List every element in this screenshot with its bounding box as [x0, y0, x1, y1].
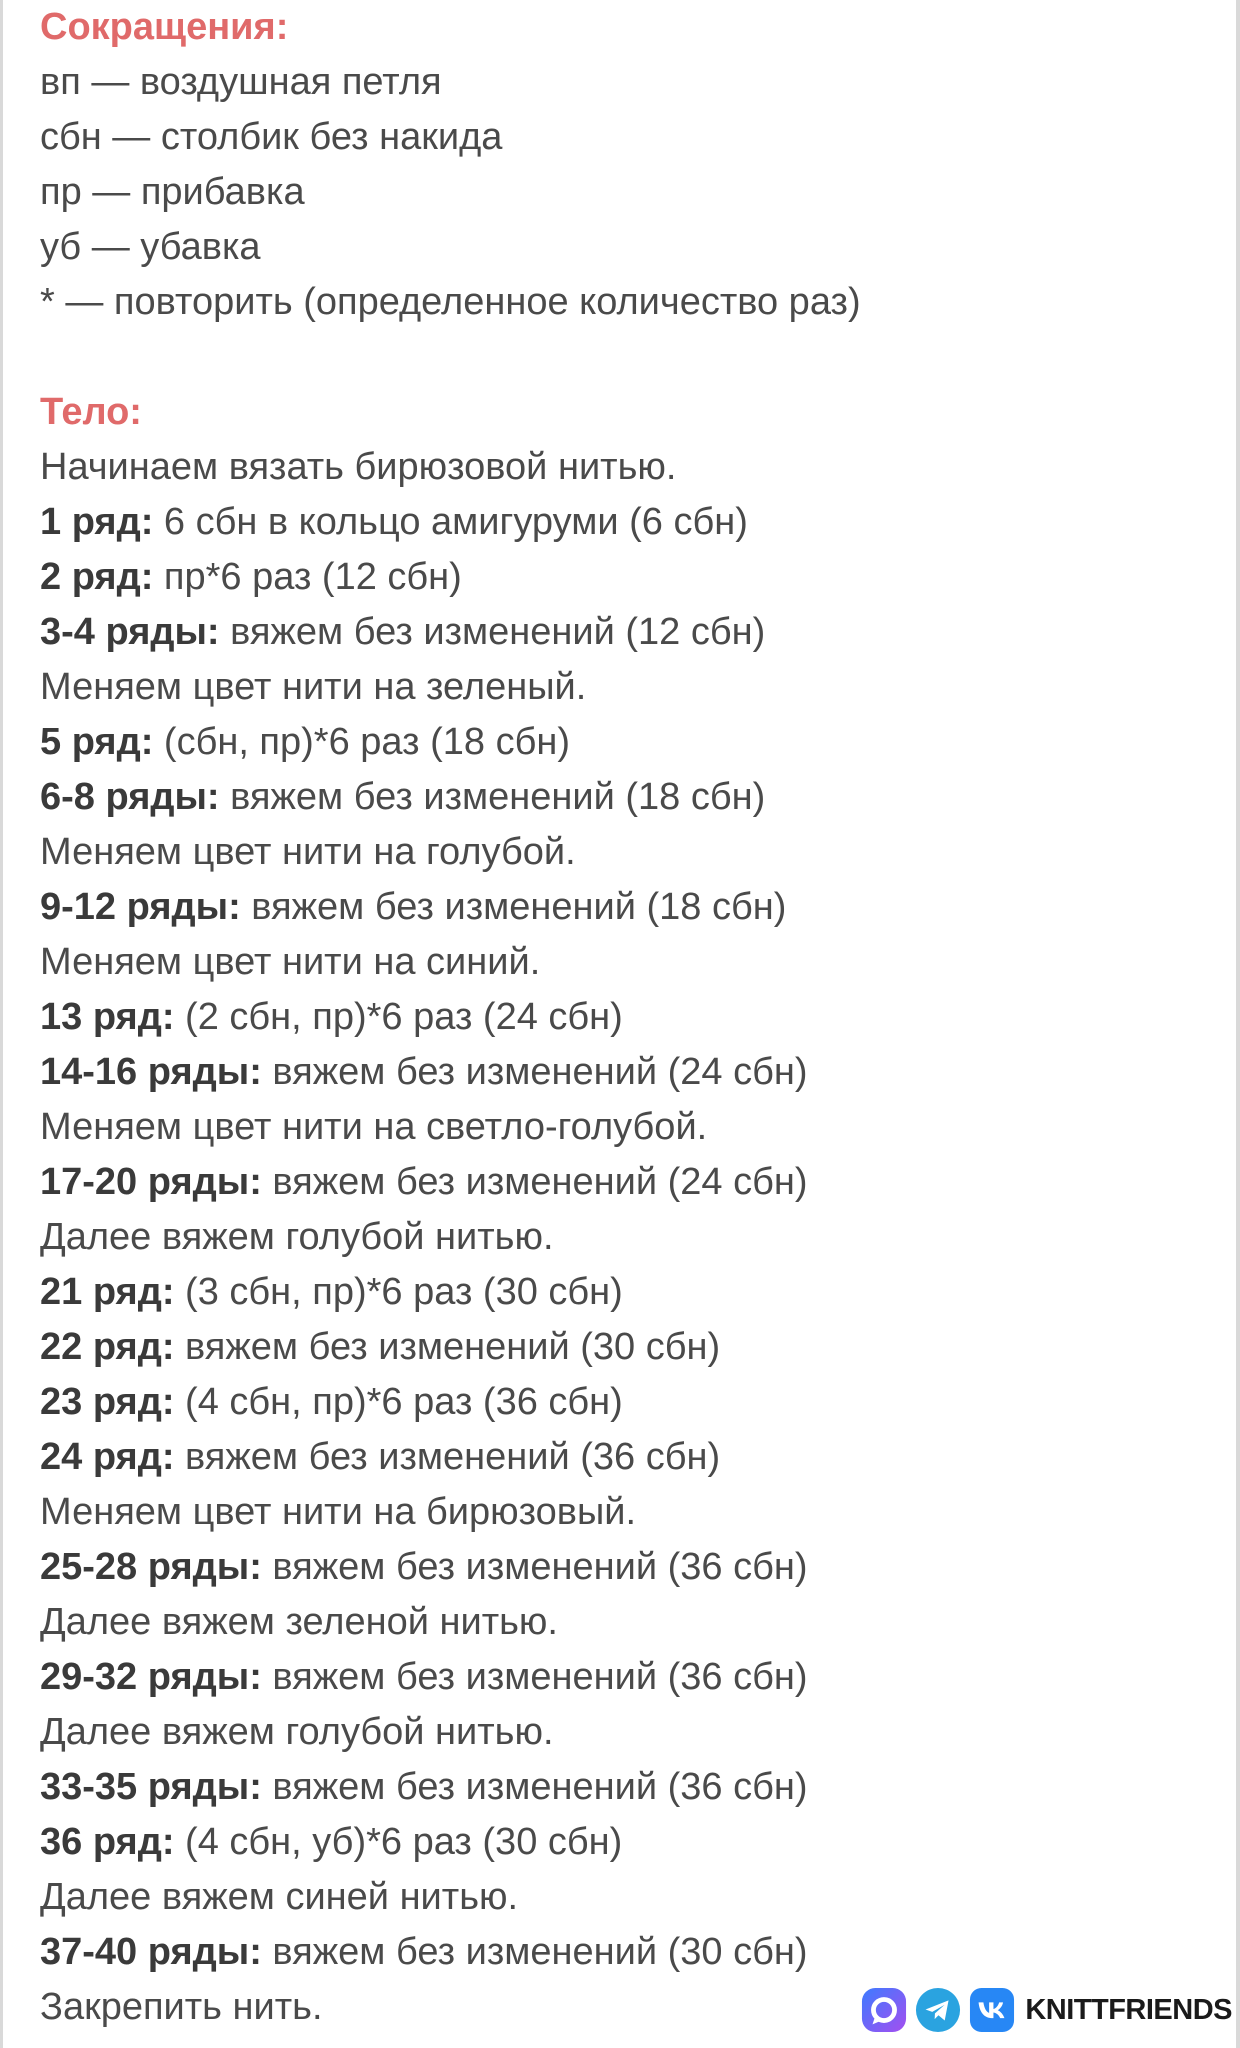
- section-gap: [40, 330, 1190, 385]
- row-text: пр*6 раз (12 сбн): [153, 556, 462, 598]
- row-text: Меняем цвет нити на синий.: [40, 941, 541, 983]
- row-text: (4 сбн, уб)*6 раз (30 сбн): [174, 1821, 623, 1863]
- row-label: 23 ряд:: [40, 1381, 175, 1423]
- row-label: 2 ряд:: [40, 556, 154, 598]
- instruction-line: [40, 605, 1190, 660]
- row-label: 13 ряд:: [40, 996, 175, 1038]
- row-text: (4 сбн, пр)*6 раз (36 сбн): [174, 1381, 623, 1423]
- body-instructions: [40, 440, 1190, 2035]
- row-label: 21 ряд:: [40, 1271, 175, 1313]
- instruction-line: [40, 770, 1190, 825]
- watermark-text: KNITTFRIENDS: [1025, 1993, 1232, 2026]
- instruction-line: [40, 880, 1190, 935]
- instruction-line: [40, 1320, 1190, 1375]
- row-label: 29-32 ряды:: [40, 1656, 262, 1698]
- instruction-line: [40, 1705, 1190, 1760]
- row-text: Далее вяжем голубой нитью.: [40, 1711, 554, 1753]
- row-label: 9-12 ряды:: [40, 886, 241, 928]
- abbreviations-heading: Сокращения:: [40, 6, 289, 48]
- row-text: (сбн, пр)*6 раз (18 сбн): [153, 721, 570, 763]
- abbreviation-item: сбн — столбик без накида: [40, 116, 503, 158]
- telegram-icon: [915, 1987, 961, 2033]
- instruction-line: [40, 1650, 1190, 1705]
- row-text: вяжем без изменений (12 сбн): [219, 611, 766, 653]
- row-label: 6-8 ряды:: [40, 776, 220, 818]
- row-label: 25-28 ряды:: [40, 1546, 262, 1588]
- instruction-line: [40, 1265, 1190, 1320]
- instruction-line: [40, 440, 1190, 495]
- row-text: (3 сбн, пр)*6 раз (30 сбн): [174, 1271, 623, 1313]
- row-text: вяжем без изменений (36 сбн): [261, 1656, 808, 1698]
- instruction-line: [40, 1760, 1190, 1815]
- row-label: 5 ряд:: [40, 721, 154, 763]
- pattern-document: [40, 0, 1190, 2035]
- row-text: вяжем без изменений (36 сбн): [261, 1766, 808, 1808]
- instruction-line: [40, 935, 1190, 990]
- left-border: [0, 0, 3, 2048]
- watermark: [861, 1980, 1232, 2040]
- row-label: 36 ряд:: [40, 1821, 175, 1863]
- row-label: 33-35 ряды:: [40, 1766, 262, 1808]
- instruction-line: [40, 1870, 1190, 1925]
- row-text: Закрепить нить.: [40, 1986, 323, 2028]
- row-text: вяжем без изменений (36 сбн): [174, 1436, 721, 1478]
- instruction-line: [40, 1155, 1190, 1210]
- row-text: Начинаем вязать бирюзовой нитью.: [40, 446, 677, 488]
- row-text: вяжем без изменений (24 сбн): [261, 1051, 808, 1093]
- max-messenger-icon: [861, 1987, 907, 2033]
- instruction-line: [40, 1540, 1190, 1595]
- body-heading: Тело:: [40, 391, 142, 433]
- instruction-line: [40, 715, 1190, 770]
- abbreviation-item: вп — воздушная петля: [40, 61, 442, 103]
- abbreviation-item: * — повторить (определенное количество раз): [40, 281, 861, 323]
- instruction-line: [40, 495, 1190, 550]
- abbreviation-item: уб — убавка: [40, 226, 261, 268]
- vk-icon: [969, 1987, 1015, 2033]
- instruction-line: [40, 1210, 1190, 1265]
- right-border: [1236, 0, 1240, 2048]
- instruction-line: [40, 825, 1190, 880]
- instruction-line: [40, 1100, 1190, 1155]
- row-label: 1 ряд:: [40, 501, 154, 543]
- row-label: 22 ряд:: [40, 1326, 175, 1368]
- row-label: 37-40 ряды:: [40, 1931, 262, 1973]
- instruction-line: [40, 1485, 1190, 1540]
- instruction-line: [40, 1045, 1190, 1100]
- instruction-line: [40, 1595, 1190, 1650]
- row-text: Меняем цвет нити на голубой.: [40, 831, 576, 873]
- row-label: 3-4 ряды:: [40, 611, 220, 653]
- row-text: вяжем без изменений (30 сбн): [174, 1326, 721, 1368]
- row-text: Меняем цвет нити на бирюзовый.: [40, 1491, 637, 1533]
- row-text: (2 сбн, пр)*6 раз (24 сбн): [174, 996, 623, 1038]
- row-text: вяжем без изменений (24 сбн): [261, 1161, 808, 1203]
- row-label: 24 ряд:: [40, 1436, 175, 1478]
- row-label: 14-16 ряды:: [40, 1051, 262, 1093]
- row-text: 6 сбн в кольцо амигуруми (6 сбн): [153, 501, 748, 543]
- row-text: вяжем без изменений (18 сбн): [219, 776, 766, 818]
- row-text: Меняем цвет нити на зеленый.: [40, 666, 587, 708]
- instruction-line: [40, 990, 1190, 1045]
- row-text: Меняем цвет нити на светло-голубой.: [40, 1106, 708, 1148]
- row-label: 17-20 ряды:: [40, 1161, 262, 1203]
- row-text: Далее вяжем голубой нитью.: [40, 1216, 554, 1258]
- row-text: Далее вяжем зеленой нитью.: [40, 1601, 558, 1643]
- instruction-line: [40, 1430, 1190, 1485]
- instruction-line: [40, 1925, 1190, 1980]
- instruction-line: [40, 1815, 1190, 1870]
- instruction-line: [40, 660, 1190, 715]
- row-text: вяжем без изменений (30 сбн): [261, 1931, 808, 1973]
- instruction-line: [40, 1375, 1190, 1430]
- abbreviation-item: пр — прибавка: [40, 171, 305, 213]
- row-text: вяжем без изменений (18 сбн): [240, 886, 787, 928]
- instruction-line: [40, 550, 1190, 605]
- row-text: вяжем без изменений (36 сбн): [261, 1546, 808, 1588]
- row-text: Далее вяжем синей нитью.: [40, 1876, 519, 1918]
